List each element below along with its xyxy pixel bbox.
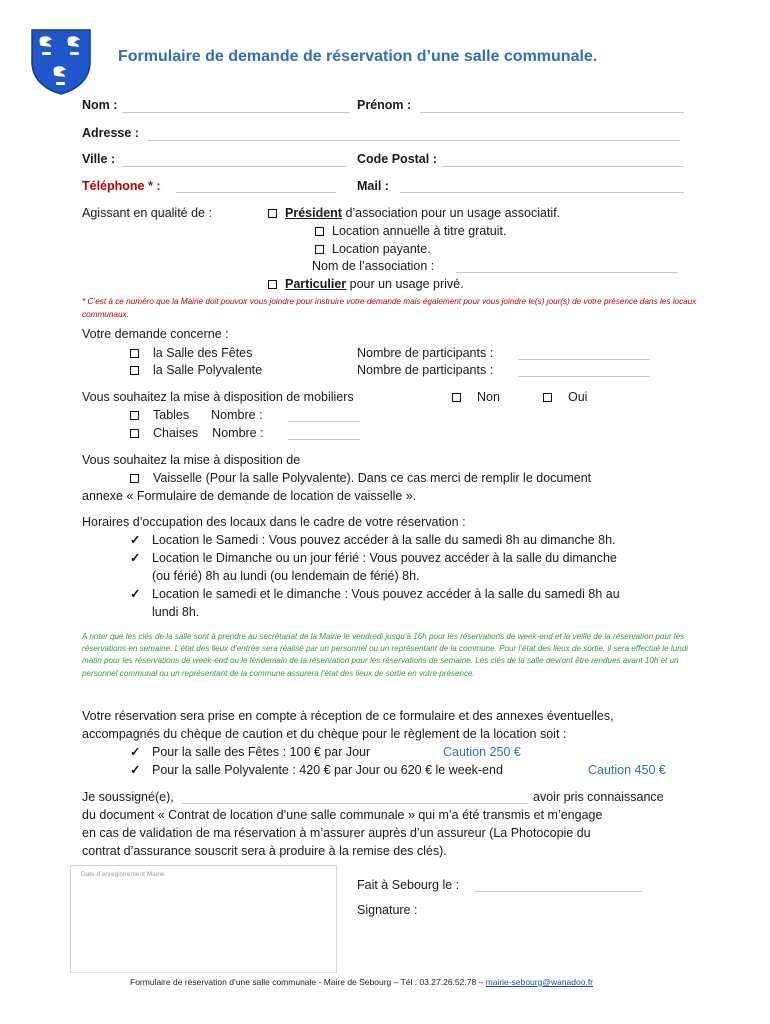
demande-label: Votre demande concerne : [82,327,229,341]
prenom-field[interactable] [420,112,684,113]
reservation-line1: Votre réservation sera prise en compte à réception de ce formulaire et des annexes éventuelles, [82,709,614,723]
tables-nombre-label: Nombre : [211,408,263,422]
salle-polyvalente-option[interactable] [130,361,262,379]
location-payante-label: Location payante. [332,242,431,256]
particulier-checkbox[interactable] [268,280,277,289]
vaisselle-label: Vous souhaitez la mise à disposition de [82,453,301,467]
nom-association-field[interactable] [456,272,678,273]
president-label: Président [285,206,342,220]
president-checkbox[interactable] [268,209,277,218]
mail-field[interactable] [400,192,684,193]
particulier-label: Particulier [285,277,347,291]
horaires-label: Horaires d’occupation des locaux dans le cadre de votre réservation : [82,515,466,529]
horaires-item-3: ✓ Location le samedi et le dimanche : Vous pouvez accéder à la salle du samedi 8h au [130,587,620,601]
reservation-line2: accompagnés du chèque de caution et du chèque pour le règlement de la location soit : [82,727,567,741]
location-annuelle-label: Location annuelle à titre gratuit. [332,224,507,238]
enregistrement-box [70,865,337,973]
soussigne-line3: en cas de validation de ma réservation à m’assurer auprès d’un assureur (La Photocopie du [82,826,591,840]
vaisselle-line1: Vaisselle (Pour la salle Polyvalente). Dans ce cas merci de remplir le document [153,471,592,485]
salle-fetes-label: la Salle des Fêtes [153,346,253,360]
participants-poly-label: Nombre de participants : [357,363,494,377]
caution-fetes: Caution 250 € [443,745,521,759]
mail-label: Mail : [357,179,389,193]
tables-checkbox[interactable] [130,411,139,420]
vaisselle-line2: annexe « Formulaire de demande de location de vaisselle ». [82,489,417,503]
prenom-label: Prénom : [357,98,412,112]
mobiliers-oui-label: Oui [568,390,588,404]
coat-of-arms-logo [30,28,92,96]
tables-label: Tables [153,408,190,422]
tarif-fetes: ✓ Pour la salle des Fêtes : 100 € par Jour [130,745,371,759]
location-payante-option[interactable] [315,240,431,258]
soussigne-field[interactable] [182,803,528,804]
tarif-polyvalente: ✓ Pour la salle Polyvalente : 420 € par Jour ou 620 € le week-end [130,763,503,777]
president-option[interactable] [268,204,560,222]
checkmark-icon: ✓ [130,533,141,547]
location-payante-checkbox[interactable] [315,245,324,254]
salle-fetes-option[interactable] [130,344,252,362]
chaises-nombre-label: Nombre : [212,426,264,440]
fait-label: Fait à Sebourg le : [357,878,460,892]
chaises-nombre-field[interactable] [288,439,360,440]
chaises-option[interactable] [130,424,264,442]
participants-fetes-field[interactable] [518,359,650,360]
salle-polyvalente-label: la Salle Polyvalente [153,363,263,377]
adresse-label: Adresse : [82,126,139,140]
participants-poly-field[interactable] [518,376,650,377]
president-text: d’association pour un usage associatif. [341,206,561,220]
vaisselle-option[interactable] [130,469,591,487]
vaisselle-checkbox[interactable] [130,474,139,483]
note-cles: A noter que les clés de la salle sont à prendre au secrétariat de la Mairie le vendredi jusqu’à 16h pour les réservations de week-end et la veille de la réservation pour les réservations en semaine. L’état des lieux d’entrée sera réalisé par un personnel ou un représentant de la commune. Pour l’état des lieux de sortie, il sera effectué le lundi matin pour les réservations de week-end ou le lendemain de la réservation pour les réservations de semaine. Les clés de la salle devront être rendues avant 10h et un personnel communal ou un représentant de la commune assurera l’état des lieux de sortie en votre présence. [82,632,689,678]
signature-label: Signature : [357,903,418,917]
location-annuelle-option[interactable] [315,222,506,240]
enregistrement-label: Date d’enregistrement Mairie [81,871,165,878]
soussigne-label: Je soussigné(e), [82,790,174,804]
horaires-item-2: ✓ Location le Dimanche ou un jour férié : Vous pouvez accéder à la salle du dimanche [130,551,617,565]
footer-text: Formulaire de réservation d’une salle communale - Maire de Sebourg – Tél : 03.27.26.52.78 – [130,977,486,987]
participants-fetes-label: Nombre de participants : [357,346,494,360]
nom-field[interactable] [122,112,350,113]
checkmark-icon: ✓ [130,551,141,565]
footer [130,977,593,987]
chaises-label: Chaises [153,426,199,440]
chaises-checkbox[interactable] [130,429,139,438]
soussigne-avoir: avoir pris connaissance [533,790,664,804]
telephone-field[interactable] [176,192,336,193]
horaires-item-2-cont: (ou férié) 8h au lundi (ou lendemain de férié) 8h. [152,569,420,583]
mobiliers-non-option[interactable] [452,388,500,406]
soussigne-line2: du document « Contrat de location d’une salle communale » qui m’a été transmis et m’engage [82,808,603,822]
code-postal-field[interactable] [442,166,684,167]
qualite-label: Agissant en qualité de : [82,206,212,220]
checkmark-icon: ✓ [130,587,141,601]
caution-polyvalente: Caution 450 € [588,763,666,777]
mobiliers-label: Vous souhaitez la mise à disposition de mobiliers [82,390,354,404]
soussigne-line4: contrat d’assurance souscrit sera à produire à la remise des clés). [82,844,447,858]
checkmark-icon: ✓ [130,763,141,777]
checkmark-icon: ✓ [130,745,141,759]
note-telephone: * C’est à ce numéro que la Mairie doit pouvoir vous joindre pour instruire votre demande mais également pour vous joindre le(s) jour(s) de votre présence dans les locaux communaux. [82,297,697,319]
fait-field[interactable] [474,891,642,892]
salle-fetes-checkbox[interactable] [130,349,139,358]
tables-nombre-field[interactable] [288,421,360,422]
horaires-item-1: ✓ Location le Samedi : Vous pouvez accéder à la salle du samedi 8h au dimanche 8h. [130,533,616,547]
footer-email-link[interactable]: mairie-sebourg@wanadoo.fr [485,977,594,987]
ville-label: Ville : [82,152,116,166]
telephone-label: Téléphone * : [82,179,161,193]
horaires-item-3-cont: lundi 8h. [152,605,200,619]
location-annuelle-checkbox[interactable] [315,227,324,236]
nom-label: Nom : [82,98,118,112]
mobiliers-non-label: Non [477,390,500,404]
particulier-text: pour un usage privé. [346,277,464,291]
ville-field[interactable] [122,166,346,167]
particulier-option[interactable] [268,275,464,293]
nom-association-label: Nom de l’association : [312,259,435,273]
adresse-field[interactable] [148,140,680,141]
mobiliers-non-checkbox[interactable] [452,393,461,402]
code-postal-label: Code Postal : [357,152,437,166]
mobiliers-oui-checkbox[interactable] [543,393,552,402]
salle-polyvalente-checkbox[interactable] [130,366,139,375]
page-title: Formulaire de demande de réservation d’une salle communale. [118,48,598,65]
tables-option[interactable] [130,406,263,424]
mobiliers-oui-option[interactable] [543,388,587,406]
